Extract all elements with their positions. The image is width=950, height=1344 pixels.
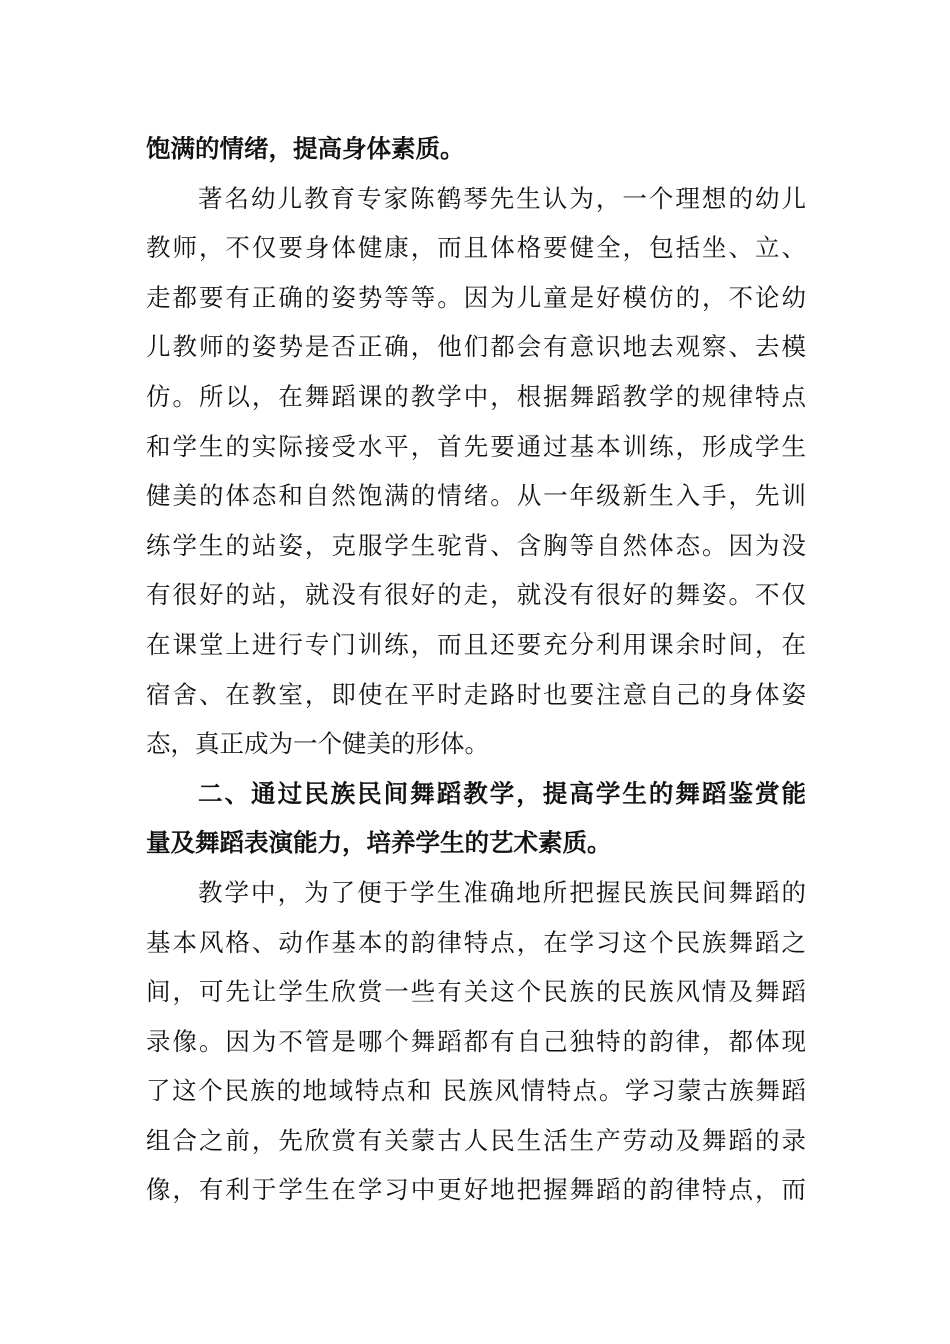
paragraph-line: 健美的体态和自然饱满的情绪。从一年级新生入手，先训	[146, 481, 806, 511]
paragraph-line: 教师，不仅要身体健康，而且体格要健全，包括坐、立、	[146, 233, 806, 263]
section-heading-line: 二、通过民族民间舞蹈教学，提高学生的舞蹈鉴赏能	[198, 778, 806, 808]
paragraph-line: 著名幼儿教育专家陈鹤琴先生认为，一个理想的幼儿	[198, 183, 806, 213]
paragraph-line: 组合之前，先欣赏有关蒙古人民生活生产劳动及舞蹈的录	[146, 1125, 806, 1155]
paragraph-line: 走都要有正确的姿势等等。因为儿童是好模仿的，不论幼	[146, 282, 806, 312]
document-page	[146, 124, 806, 1215]
paragraph-line: 儿教师的姿势是否正确，他们都会有意识地去观察、去模	[146, 332, 806, 362]
paragraph-line: 宿舍、在教室，即使在平时走路时也要注意自己的身体姿	[146, 679, 806, 709]
paragraph-line: 态，真正成为一个健美的形体。	[146, 729, 489, 759]
paragraph-line: 和学生的实际接受水平，首先要通过基本训练，形成学生	[146, 431, 806, 461]
paragraph-line: 录像。因为不管是哪个舞蹈都有自己独特的韵律，都体现	[146, 1026, 806, 1056]
paragraph-line: 在课堂上进行专门训练，而且还要充分利用课余时间，在	[146, 629, 806, 659]
paragraph-line: 基本风格、动作基本的韵律特点，在学习这个民族舞蹈之	[146, 927, 806, 957]
section-heading-line: 量及舞蹈表演能力，培养学生的艺术素质。	[146, 828, 612, 858]
paragraph-line: 仿。所以，在舞蹈课的教学中，根据舞蹈教学的规律特点	[146, 381, 806, 411]
paragraph-line: 饱满的情绪，提高身体素质。	[146, 134, 465, 163]
paragraph-line: 教学中，为了便于学生准确地所把握民族民间舞蹈的	[198, 877, 806, 907]
paragraph-line: 有很好的站，就没有很好的走，就没有很好的舞姿。不仅	[146, 580, 806, 610]
paragraph-line: 了这个民族的地域特点和 民族风情特点。学习蒙古族舞蹈	[146, 1076, 806, 1106]
paragraph-line: 像，有利于学生在学习中更好地把握舞蹈的韵律特点，而	[146, 1175, 806, 1205]
paragraph-line: 间，可先让学生欣赏一些有关这个民族的民族风情及舞蹈	[146, 977, 806, 1007]
paragraph-line: 练学生的站姿，克服学生驼背、含胸等自然体态。因为没	[146, 530, 806, 560]
